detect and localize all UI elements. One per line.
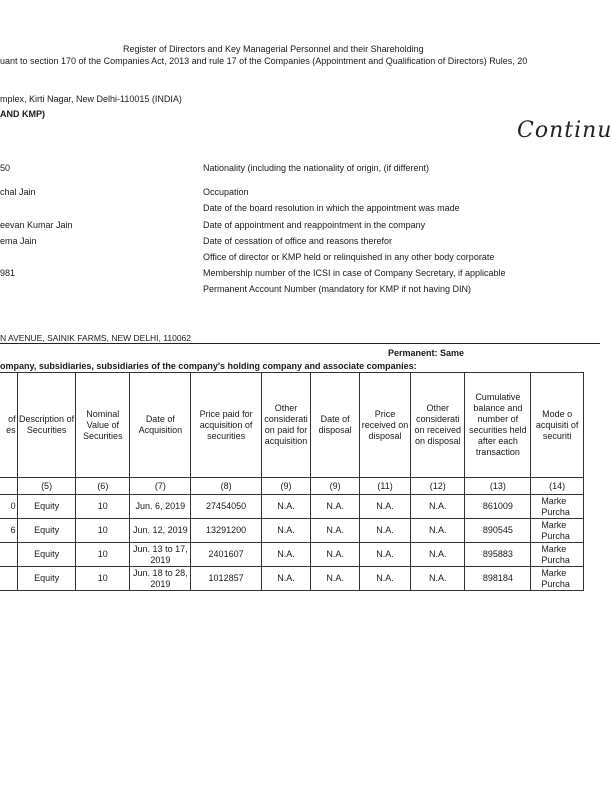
- left-value: 981: [0, 268, 16, 278]
- shareholding-caption: ompany, subsidiaries, subsidiaries of the company's holding company and associate companies:: [0, 361, 417, 371]
- col-number: (5): [17, 478, 76, 495]
- left-value: 50: [0, 163, 11, 173]
- table-cell: Marke Purcha: [531, 495, 584, 519]
- table-cell: Equity: [17, 567, 76, 591]
- residential-address: N AVENUE, SAINIK FARMS, NEW DELHI, 110062: [0, 333, 191, 343]
- field-appointment-date: Date of appointment and reappointment in the company: [203, 220, 426, 230]
- table-cell: 890545: [465, 519, 531, 543]
- col-header-mode-acquisition: Mode o acquisiti of securiti: [531, 373, 584, 478]
- field-pan: Permanent Account Number (mandatory for KMP if not having DIN): [203, 284, 471, 294]
- table-cell: 898184: [465, 567, 531, 591]
- table-cell: N.A.: [311, 519, 360, 543]
- col-header-number-of-securities: of es: [0, 373, 17, 478]
- table-cell: 2401607: [191, 543, 261, 567]
- table-cell: Marke Purcha: [531, 519, 584, 543]
- col-number: (6): [76, 478, 130, 495]
- table-cell: N.A.: [359, 495, 410, 519]
- handwritten-note: Continu: [517, 118, 612, 143]
- table-cell: N.A.: [411, 543, 465, 567]
- left-value: ema Jain: [0, 236, 37, 246]
- table-cell: Marke Purcha: [531, 567, 584, 591]
- table-cell: Equity: [17, 495, 76, 519]
- header-row: [0, 373, 584, 478]
- col-number: (12): [411, 478, 465, 495]
- table-cell: 0: [0, 495, 17, 519]
- col-number: (11): [359, 478, 410, 495]
- col-number: (14): [531, 478, 584, 495]
- company-address: mplex, Kirti Nagar, New Delhi-110015 (INDIA): [0, 94, 182, 104]
- table-cell: N.A.: [411, 567, 465, 591]
- field-other-office: Office of director or KMP held or relinquished in any other body corporate: [203, 252, 495, 262]
- table-cell: N.A.: [359, 543, 410, 567]
- field-cessation: Date of cessation of office and reasons therefor: [203, 236, 392, 246]
- col-header-date-acquisition: Date of Acquisition: [130, 373, 191, 478]
- col-header-other-consideration-paid: Other considerati on paid for acquisition: [261, 373, 311, 478]
- field-board-resolution: Date of the board resolution in which the appointment was made: [203, 203, 460, 213]
- divider: [0, 343, 600, 344]
- table-cell: N.A.: [261, 567, 311, 591]
- table-cell: 1012857: [191, 567, 261, 591]
- field-occupation: Occupation: [203, 187, 249, 197]
- col-number: (9): [261, 478, 311, 495]
- col-header-price-received: Price received on disposal: [359, 373, 410, 478]
- table-cell: Equity: [17, 543, 76, 567]
- col-header-date-disposal: Date of disposal: [311, 373, 360, 478]
- col-number: (7): [130, 478, 191, 495]
- table-row: [0, 543, 584, 567]
- section-heading: AND KMP): [0, 109, 45, 119]
- table-cell: Jun. 6, 2019: [130, 495, 191, 519]
- table-cell: 861009: [465, 495, 531, 519]
- col-number: (8): [191, 478, 261, 495]
- col-header-price-paid: Price paid for acquisition of securities: [191, 373, 261, 478]
- table-cell: 10: [76, 519, 130, 543]
- table-cell: 10: [76, 543, 130, 567]
- table-cell: N.A.: [261, 519, 311, 543]
- field-nationality: Nationality (including the nationality of origin, (if different): [203, 163, 429, 173]
- permanent-address-label: Permanent: Same: [388, 348, 465, 358]
- field-icsi-membership: Membership number of the ICSI in case of Company Secretary, if applicable: [203, 268, 506, 278]
- register-title: Register of Directors and Key Managerial Personnel and their Shareholding: [123, 44, 424, 54]
- table-row: [0, 567, 584, 591]
- register-subtitle: uant to section 170 of the Companies Act, 2013 and rule 17 of the Companies (Appointment and Qualification of Directors) Rules, 20: [0, 56, 528, 66]
- left-value: chal Jain: [0, 187, 36, 197]
- table-cell: N.A.: [359, 567, 410, 591]
- table-cell: N.A.: [359, 519, 410, 543]
- table-cell: [0, 567, 17, 591]
- table-cell: 895883: [465, 543, 531, 567]
- col-header-nominal-value: Nominal Value of Securities: [76, 373, 130, 478]
- table-cell: [0, 543, 17, 567]
- col-number: (13): [465, 478, 531, 495]
- table-cell: 27454050: [191, 495, 261, 519]
- col-header-other-consideration-received: Other considerati on received on disposal: [411, 373, 465, 478]
- table-row: [0, 495, 584, 519]
- column-number-row: [0, 478, 584, 495]
- table-cell: Jun. 18 to 28, 2019: [130, 567, 191, 591]
- table-cell: N.A.: [311, 495, 360, 519]
- left-value: eevan Kumar Jain: [0, 220, 73, 230]
- col-header-cumulative-balance: Cumulative balance and number of securities held after each transaction: [465, 373, 531, 478]
- table-cell: N.A.: [261, 495, 311, 519]
- table-cell: 10: [76, 495, 130, 519]
- table-row: [0, 519, 584, 543]
- table-cell: N.A.: [311, 567, 360, 591]
- table-cell: 10: [76, 567, 130, 591]
- col-number: [0, 478, 17, 495]
- col-number: (9): [311, 478, 360, 495]
- table-cell: Jun. 13 to 17, 2019: [130, 543, 191, 567]
- table-cell: N.A.: [411, 519, 465, 543]
- col-header-description: Description of Securities: [17, 373, 76, 478]
- table-cell: Jun. 12, 2019: [130, 519, 191, 543]
- table-cell: Marke Purcha: [531, 543, 584, 567]
- table-cell: Equity: [17, 519, 76, 543]
- table-cell: N.A.: [311, 543, 360, 567]
- table-cell: 6: [0, 519, 17, 543]
- table-cell: 13291200: [191, 519, 261, 543]
- shareholding-table: [0, 372, 584, 591]
- table-cell: N.A.: [261, 543, 311, 567]
- table-cell: N.A.: [411, 495, 465, 519]
